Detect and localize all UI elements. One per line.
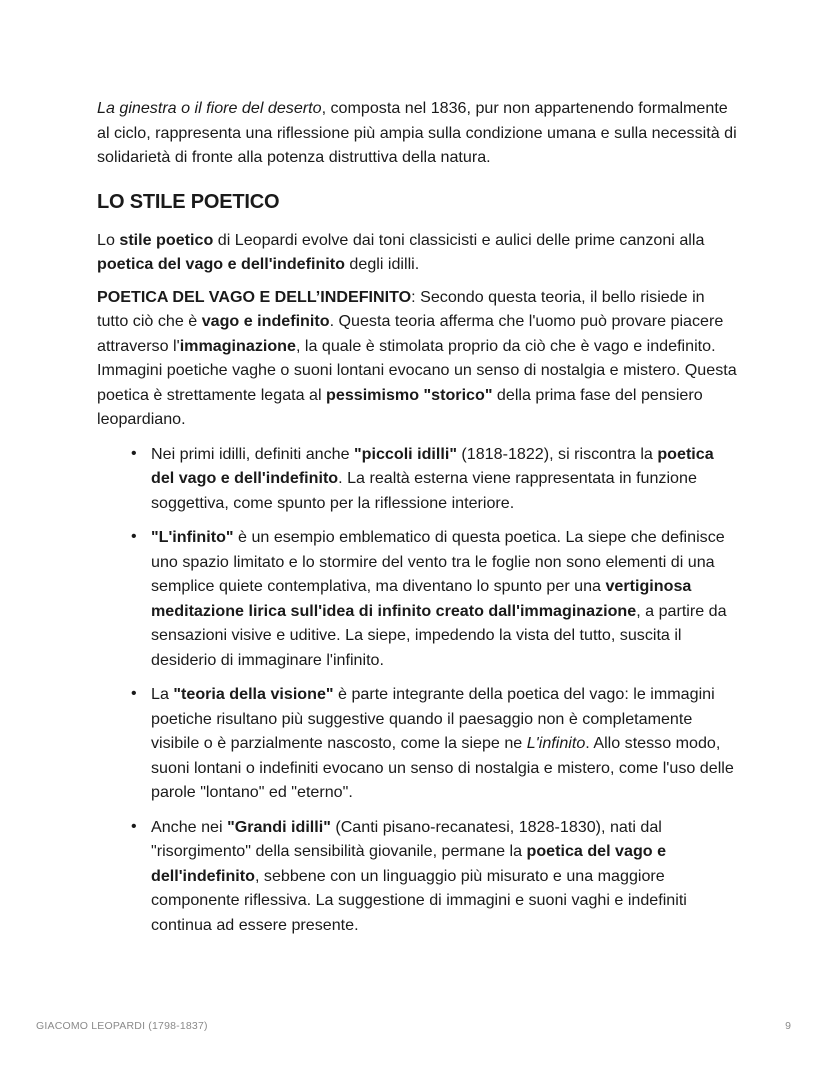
list-item (97, 682, 737, 805)
list-item (97, 442, 737, 516)
text: di Leopardi evolve dai toni classicisti e aulici delle prime canzoni alla (213, 230, 705, 249)
italic-text: L'infinito (526, 734, 586, 752)
text: Nei primi idilli, definiti anche (151, 444, 355, 463)
bullet-icon: • (131, 528, 137, 545)
text: . Allo stesso modo, suoni lontani o indefiniti evocano un senso di nostalgia e mistero, come l'uso delle parole "lontano" ed "eterno". (151, 734, 734, 801)
bold-text: poetica del vago e dell'indefinito (151, 444, 714, 487)
list-item (97, 815, 737, 938)
text: è un esempio emblematico di questa poetica. La siepe che definisce uno spazio limitato e lo stormire del vento tra le foglie non sono elementi di una semplice quiete contemplativa, ma diventano lo spunto per una (151, 528, 725, 595)
text: . La realtà esterna viene rappresentata in funzione soggettiva, come spunto per la riflessione interiore. (151, 469, 697, 512)
text: Lo (97, 230, 120, 249)
bold-text: poetica del vago e dell'indefinito (97, 255, 345, 273)
bold-text: poetica del vago e dell'indefinito (151, 842, 667, 885)
section-heading: LO STILE POETICO (97, 190, 280, 213)
bold-text: "teoria della visione" (173, 685, 334, 703)
text: , la quale è stimolata proprio da ciò che è vago e indefinito. Immagini poetiche vaghe o suoni lontani evocano un senso di nostalgia e mistero. Questa poetica è strettamente legata al (97, 336, 737, 404)
bold-text: vertiginosa meditazione lirica sull'idea di infinito creato dall'immaginazione (151, 577, 692, 620)
bold-text: "piccoli idilli" (354, 444, 457, 463)
bold-text: immaginazione (179, 336, 296, 355)
bold-text: vago e indefinito (201, 312, 330, 330)
text: (Canti pisano-recanatesi, 1828-1830), nati dal "risorgimento" della sensibilità giovanile, permane la (151, 817, 662, 860)
bold-text: "Grandi idilli" (227, 817, 331, 836)
footer-title: GIACOMO LEOPARDI (1798-1837) (36, 1020, 208, 1032)
bold-text: stile poetico (119, 230, 214, 249)
bullet-list (97, 442, 737, 938)
list-item (97, 525, 737, 672)
page-content (97, 96, 737, 947)
text: . Questa teoria afferma che l'uomo può provare piacere attraverso l' (97, 312, 724, 355)
text: della prima fase del pensiero leopardiano. (97, 385, 703, 428)
text: La (151, 685, 174, 703)
text: è parte integrante della poetica del vago: le immagini poetiche risultano più suggestive quando il paesaggio non è completamente visibile o è parzialmente nascosto, come la siepe ne (151, 685, 715, 752)
text: (1818-1822), si riscontra la (456, 444, 658, 463)
bullet-icon: • (131, 685, 137, 702)
bullet-icon: • (131, 817, 137, 835)
bold-text: pessimismo "storico" (326, 385, 493, 404)
intro-paragraph (97, 96, 737, 170)
text: : Secondo questa teoria, il bello risiede in tutto ciò che è (97, 287, 705, 330)
poetics-paragraph (97, 285, 737, 432)
intro-title: La ginestra o il fiore del deserto (97, 99, 322, 117)
text: degli idilli. (344, 255, 420, 273)
text: , a partire da sensazioni visive e uditive. La siepe, impedendo la vista del tutto, suscita il desiderio di immaginare l'infinito. (151, 601, 727, 669)
style-paragraph (97, 228, 737, 277)
bullet-icon: • (131, 444, 137, 462)
bold-text: "L'infinito" (151, 528, 234, 546)
page-number: 9 (785, 1020, 791, 1032)
text: , sebbene con un linguaggio più misurato e una maggiore componente riflessiva. La suggestione di immagini e suoni vaghi e indefiniti continua ad essere presente. (151, 866, 687, 934)
intro-text: , composta nel 1836, pur non appartenendo formalmente al ciclo, rappresenta una riflessione più ampia sulla condizione umana e sulla necessità di solidarietà di fronte alla potenza distruttiva della natura. (97, 99, 737, 166)
poetics-label: POETICA DEL VAGO E DELL’INDEFINITO (97, 287, 412, 306)
text: Anche nei (151, 817, 228, 836)
